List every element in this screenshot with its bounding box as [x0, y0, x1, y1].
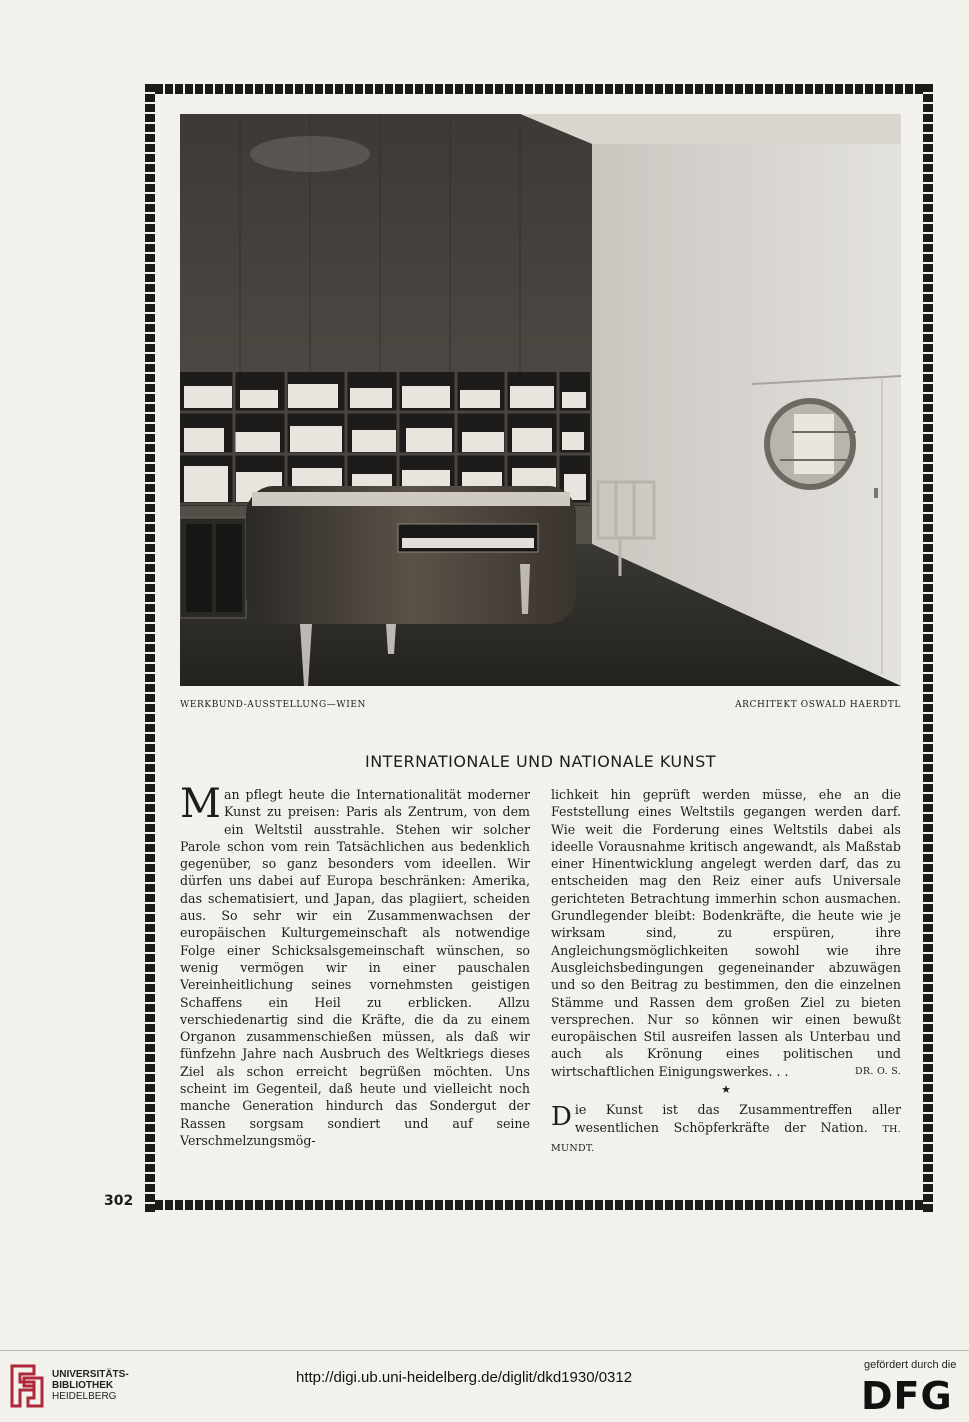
university-library-logo	[8, 1362, 46, 1410]
decorative-border-bottom	[145, 1200, 933, 1210]
article-text-right: lichkeit hin geprüft werden müsse, ehe an die Feststellung eines Weltstils gegangen werden darf. Wie weit die Forderung eines Weltstils dabei als ideelle Vorausnahme kritisch angewandt, als Maßstab einer Hinentwicklung angelegt werden darf, das zu entscheiden mag den Reiz einer aufs Universale gerichteten Betrachtung immerhin schon ausmachen. Grundlegender bleibt: Bodenkräfte, die heute wie je wirksam sind, zu erspüren, ihre Angleichungsmöglichkeiten sowohl wie ihre Ausgleichsbedingungen gegeneinander abzuwägen und so den Beitrag zu bestimmen, den die einzelnen Stämme und Rassen dem großen Ziel zu bieten versprechen. Nur so können wir einen bewußt europäischen Stil ausreifen lassen als Unterbau und auch als Krönung eines politischen und wirtschaftlichen Einigungswerkes. . .	[551, 787, 901, 1079]
dfg-logo: DFG	[861, 1374, 953, 1418]
article-column-left	[180, 781, 530, 1149]
quote-text: ie Kunst ist das Zusammentreffen aller wesentlichen Schöpferkräfte der Nation.	[574, 1102, 901, 1135]
quote-author: TH. MUNDT.	[551, 1123, 901, 1154]
author-signature: DR. O. S.	[855, 1065, 901, 1077]
article-column-right	[551, 786, 901, 1157]
drop-cap: M	[180, 781, 221, 827]
article-title: INTERNATIONALE UND NATIONALE KUNST	[364, 752, 716, 771]
institution-name: UNIVERSITÄTS- BIBLIOTHEK HEIDELBERG	[52, 1369, 129, 1402]
page-number: 302	[104, 1193, 134, 1209]
decorative-border-left	[145, 84, 155, 1212]
article-text-left: an pflegt heute die Internationalität moderner Kunst zu preisen: Paris als Zentrum, von dem ein Weltstil ausstrahle. Stehen wir solcher Parole schon vom rein Tatsächlichen aus bedenklich gegenüber, so ganz besonders vom ideellen. Wir dürfen uns dabei auf Europa beschränken: Amerika, das schematisiert, und Japan, das plagiiert, scheiden aus. So sehr wir ein Zusammenwachsen der europäischen Kulturgemeinschaft als notwendige Folge einer Schicksalsgemeinschaft wünschen, so wenig vermögen wir in einer pauschalen Vereinheitlichung seines vornehmsten geistigen Schaffens ein Heil zu erblicken. Allzu verschiedenartig sind die Kräfte, die da zu einem Organon zusammenschießen müssen, als daß wir fünfzehn Jahre nach Ausbruch des Weltkriegs dieses Ziel als schon erreicht begrüßen möchten. Uns scheint im Gegenteil, daß heute und vielleicht noch manche Generation hindurch das Sondergut der Rassen sorgsam sondiert und auf seine Verschmelzungsmög-	[180, 787, 530, 1148]
figure-caption-architect: ARCHITEKT OSWALD HAERDTL	[735, 700, 901, 710]
funded-by-label: gefördert durch die	[864, 1359, 957, 1371]
source-url[interactable]: http://digi.ub.uni-heidelberg.de/diglit/dkd1930/0312	[296, 1369, 633, 1386]
exhibition-photograph	[180, 114, 901, 686]
decorative-border-right	[923, 84, 933, 1212]
decorative-border-top	[145, 84, 933, 94]
footer-divider	[0, 1350, 969, 1351]
quote-drop-cap: D	[551, 1102, 572, 1133]
separator-star: ★	[721, 1083, 731, 1097]
figure-caption-location: WERKBUND-AUSSTELLUNG—WIEN	[180, 700, 367, 710]
